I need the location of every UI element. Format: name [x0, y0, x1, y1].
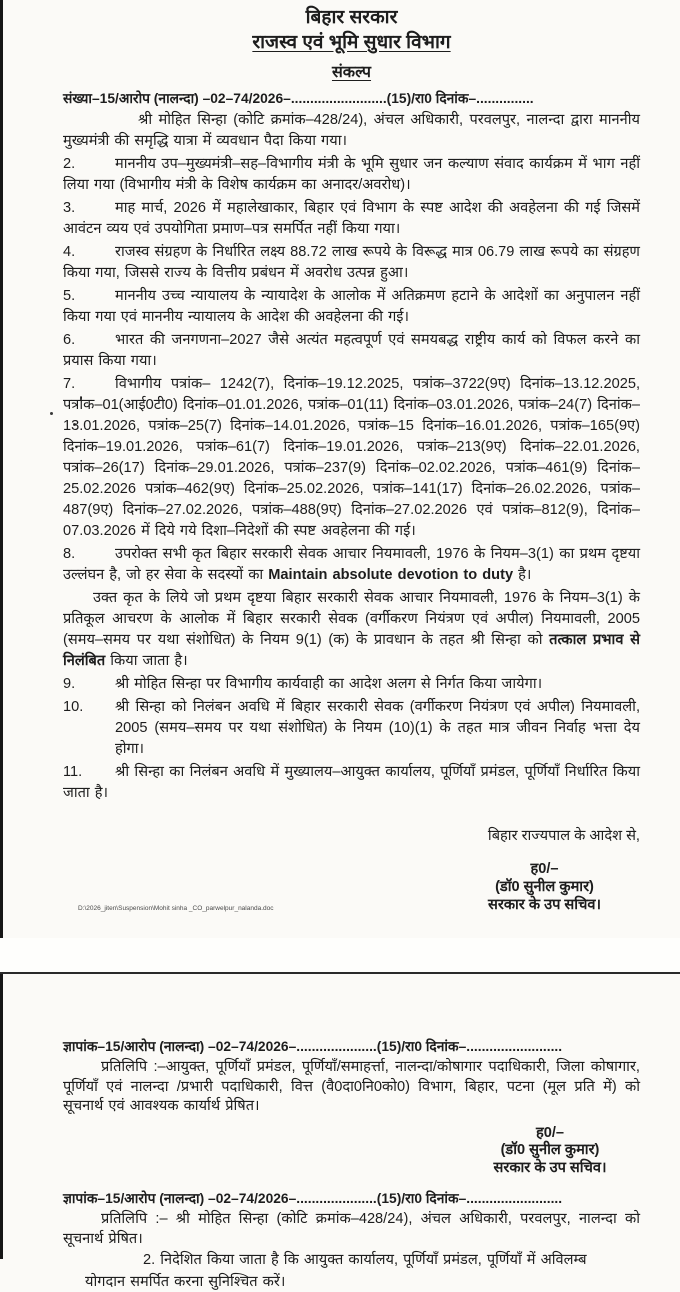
para-number: 2.: [63, 154, 115, 175]
scan-left-edge: [0, 0, 3, 1259]
english-bold-phrase: Maintain absolute devotion to duty: [268, 567, 513, 583]
memo2-direction-para: 2. निदेशित किया जाता है कि आयुक्त कार्यालय, पूर्णियाँ प्रमंडल, पूर्णियाँ में अविलम्ब: [63, 1251, 640, 1271]
para-9: 9. श्री मोहित सिन्हा पर विभागीय कार्यवाही का आदेश अलग से निर्गत किया जायेगा।: [63, 674, 640, 695]
page-break-band: [0, 938, 680, 972]
page-break-line: [0, 972, 680, 974]
para-8: 8. उपरोक्त सभी कृत बिहार सरकारी सेवक आचार नियमावली, 1976 के नियम–3(1) का प्रथम दृष्टया उल्लंघन है, जो हर सेवा के सदस्यों का Maintain absolute devotion to duty है।: [63, 544, 640, 586]
signature-block-memo1: [460, 1125, 640, 1178]
department-title: राजस्व एवं भूमि सुधार विभाग: [63, 31, 640, 54]
para-intro: श्री मोहित सिन्हा (कोटि क्रमांक–428/24), अंचल अधिकारी, परवलपुर, नालन्दा द्वारा माननीय मुख्यमंत्री की समृद्धि यात्रा में व्यवधान पैदा किया गया।: [63, 110, 640, 152]
para-number: 5.: [63, 286, 115, 307]
para-number: 10.: [63, 697, 115, 718]
reference-number-line: संख्या–15/आरोप (नालन्दा) –02–74/2026–.........................(15)/रा0 दिनांक–...............: [63, 90, 640, 108]
memo2-reference-line: ज्ञापांक–15/आरोप (नालन्दा) –02–74/2026–.....................(15)/रा0 दिनांक–.........................: [63, 1190, 640, 1208]
para-5: 5. माननीय उच्च न्यायालय के न्यायादेश के आलोक में अतिक्रमण हटाने के आदेशों का अनुपालन नहीं किया गया एवं माननीय न्यायालय के आदेश की अवहेलना की गई।: [63, 286, 640, 328]
para-2: 2. माननीय उप–मुख्यमंत्री–सह–विभागीय मंत्री के भूमि सुधार जन कल्याण संवाद कार्यक्रम में भाग नहीं लिया गया (विभागीय मंत्री के विशेष कार्यक्रम का अनादर/अवरोध)।: [63, 154, 640, 196]
para-number: 8.: [63, 544, 115, 565]
signatory-designation: सरकार के उप सचिव।: [457, 896, 632, 914]
para-3: 3. माह मार्च, 2026 में महालेखाकार, बिहार एवं विभाग के स्पष्ट आदेश की अवहेलना की गई जिसमें आवंटन व्यय एवं उपयोगिता प्रमाण–पत्र समर्पित नहीं किया गया।: [63, 198, 640, 240]
memo2-copy-to: प्रतिलिपि :– श्री मोहित सिन्हा (कोटि क्रमांक–428/24), अंचल अधिकारी, परवलपुर, नालन्दा को सूचनार्थ प्रेषित।: [63, 1210, 640, 1249]
scan-artifact: [50, 412, 53, 415]
para-number: 7.: [63, 374, 115, 395]
government-title: बिहार सरकार: [63, 6, 640, 29]
para-number: 4.: [63, 242, 115, 263]
para-suspension-order: उक्त कृत के लिये जो प्रथम दृष्टया बिहार सरकारी सेवक आचार नियमावली, 1976 के नियम–3(1) के प्रतिकूल आचरण के आलोक में बिहार सरकारी सेवक (वर्गीकरण नियंत्रण एवं अपील) नियमावली, 2005 (समय–समय पर यथा संशोधित) के नियम 9(1) (क) के प्रावधान के तहत श्री सिन्हा को तत्काल प्रभाव से निलंबित किया जाता है।: [63, 588, 640, 672]
para-number: 6.: [63, 330, 115, 351]
para-11: 11. श्री सिन्हा का निलंबन अवधि में मुख्यालय–आयुक्त कार्यालय, पूर्णियाँ प्रमंडल, पूर्णियाँ निर्धारित किया जाता है।: [63, 762, 640, 804]
memo1-reference-line: ज्ञापांक–15/आरोप (नालन्दा) –02–74/2026–.....................(15)/रा0 दिनांक–.........................: [63, 1038, 640, 1056]
by-order-of-governor-line: बिहार राज्यपाल के आदेश से,: [63, 825, 640, 845]
document-file-path: D:\2026_jiten\Suspension\Mohit sinha _CO_parwelpur_nalanda.doc: [78, 905, 274, 912]
suspension-bold-phrase: तत्काल प्रभाव से निलंबित: [63, 632, 640, 669]
signed-abbrev: ह0/–: [457, 860, 632, 878]
para-number: 3.: [63, 198, 115, 219]
memo1-copy-to: प्रतिलिपि :–आयुक्त, पूर्णियाँ प्रमंडल, पूर्णियाँ/समाहर्त्ता, नालन्दा/कोषागार पदाधिकारी, जिला कोषागार, पूर्णियाँ एवं नालन्दा /प्रभारी पदाधिकारी, वित्त (वै0दा0नि0को0) विभाग, बिहार, पटना (मूल प्रति में) को सूचनार्थ एवं आवश्यक कार्यार्थ प्रेषित।: [63, 1058, 640, 1117]
signed-abbrev: ह0/–: [460, 1125, 640, 1143]
para-number: 11.: [63, 762, 115, 783]
page2-memos: [63, 1038, 640, 1292]
signature-block-page1: [457, 860, 632, 914]
signatory-name: (डॉ0 सुनील कुमार): [457, 878, 632, 896]
resolution-heading: संकल्प: [63, 63, 640, 83]
para-4: 4. राजस्व संग्रहण के निर्धारित लक्ष्य 88.72 लाख रूपये के विरूद्ध मात्र 06.79 लाख रूपये का संग्रहण किया गया, जिससे राज्य के वित्तीय प्रबंधन में अवरोध उत्पन्न हुआ।: [63, 242, 640, 284]
signatory-name: (डॉ0 सुनील कुमार): [460, 1142, 640, 1160]
para-7-letter-list: 7. विभागीय पत्रांक– 1242(7), दिनांक–19.12.2025, पत्रांक–3722(9ए) दिनांक–13.12.2025, पत्रांक–01(आई0टी0) दिनांक–01.01.2026, पत्रांक–01(11) दिनांक–03.01.2026, पत्रांक–24(7) दिनांक–13.01.2026, पत्रांक–25(7) दिनांक–14.01.2026, पत्रांक–15 दिनांक–16.01.2026, पत्रांक–165(9ए) दिनांक–19.01.2026, पत्रांक–61(7) दिनांक–19.01.2026, पत्रांक–213(9ए) दिनांक–22.01.2026, पत्रांक–26(17) दिनांक–29.01.2026, पत्रांक–237(9) दिनांक–02.02.2026, पत्रांक–461(9) दिनांक–25.02.2026 पत्रांक–462(9ए) दिनांक–25.02.2026, पत्रांक–141(17) दिनांक–26.02.2026, पत्रांक–487(9ए) दिनांक–27.02.2026, पत्रांक–488(9ए) दिनांक–27.02.2026 एवं पत्रांक–812(9), दिनांक–07.03.2026 में दिये गये दिशा–निदेशों की स्पष्ट अवहेलना की गई।: [63, 374, 640, 542]
page1-resolution: [63, 6, 640, 914]
para-number: 9.: [63, 674, 115, 695]
memo2-clipped-last-line: योगदान समर्पित करना सुनिश्चित करें।: [63, 1273, 640, 1292]
para-6: 6. भारत की जनगणना–2027 जैसे अत्यंत महत्वपूर्ण एवं समयबद्ध राष्ट्रीय कार्य को विफल करने का प्रयास किया गया।: [63, 330, 640, 372]
signatory-designation: सरकार के उप सचिव।: [460, 1160, 640, 1178]
para-10: 10. श्री सिन्हा को निलंबन अवधि में बिहार सरकारी सेवक (वर्गीकरण नियंत्रण एवं अपील) नियमावली, 2005 (समय–समय पर यथा संशोधित) के नियम (10)(1) के तहत मात्र जीवन निर्वाह भत्ता देय होगा।: [63, 697, 640, 760]
